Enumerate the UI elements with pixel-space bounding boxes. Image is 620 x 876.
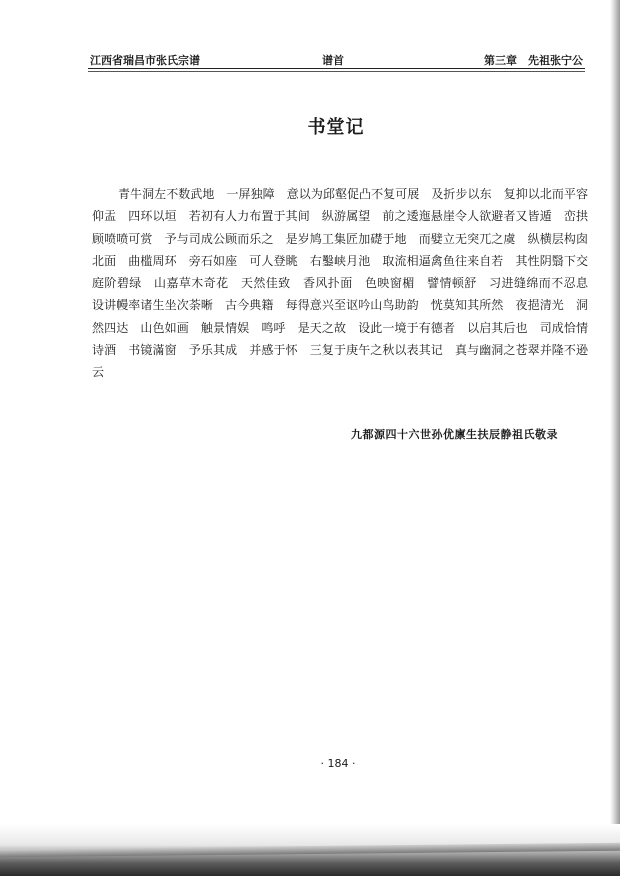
header-rule bbox=[88, 68, 585, 69]
page-title: 书堂记 bbox=[307, 117, 365, 138]
header-section: 谱首 bbox=[322, 54, 344, 67]
header-chapter: 第三章 先祖张宁公 bbox=[484, 54, 583, 67]
header-rule-thin bbox=[88, 71, 585, 72]
header-book-title: 江西省瑞昌市张氏宗谱 bbox=[90, 54, 200, 67]
page-curl bbox=[0, 843, 620, 857]
essay-paragraph: 青牛洞左不数武地 一屏独障 意以为邱壑促凸不复可展 及折步以东 复抑以北而平容仰盂 四环以垣 若初有人力布置于其间 纵游属望 前之逶迤悬崖令人欲避者又皆遁 峦拱顾喷喷可赏 予与司成公顾而乐之 是岁鸠工集匠加礎于地 而嬖立无突兀之虞 纵横层构囱北面 曲槛周环 旁石如座 可人登眺 右鑿峡月池 取流相逼禽鱼往来自若 其性阴翳下交庭阶碧绿 山嘉草木奇花 天然佳致 香风扑面 色映窗楣 譬情顿舒 习进缝绵而不忍息 设讲幔率诸生坐次荼晰 古今典籍 每得意兴至讴吟山鸟助韵 恍莫知其所然 夜挹清光 洞然四达 山色如画 触景情娱 鸣呼 是天之故 设此一境于有德者 以启其后也 司成恰情诗酒 书镜滿窗 予乐其成 并感于怀 三复于庚午之秋以表其记 真与幽洞之苍翠并隆不逊云 bbox=[92, 187, 601, 380]
page-number: · 184 · bbox=[320, 757, 356, 770]
running-header bbox=[90, 52, 583, 66]
author-signature: 九都源四十六世孙优廪生扶辰静祖氏敬录 bbox=[351, 428, 558, 441]
essay-body bbox=[92, 183, 601, 384]
page-bottom-shadow bbox=[0, 824, 620, 876]
